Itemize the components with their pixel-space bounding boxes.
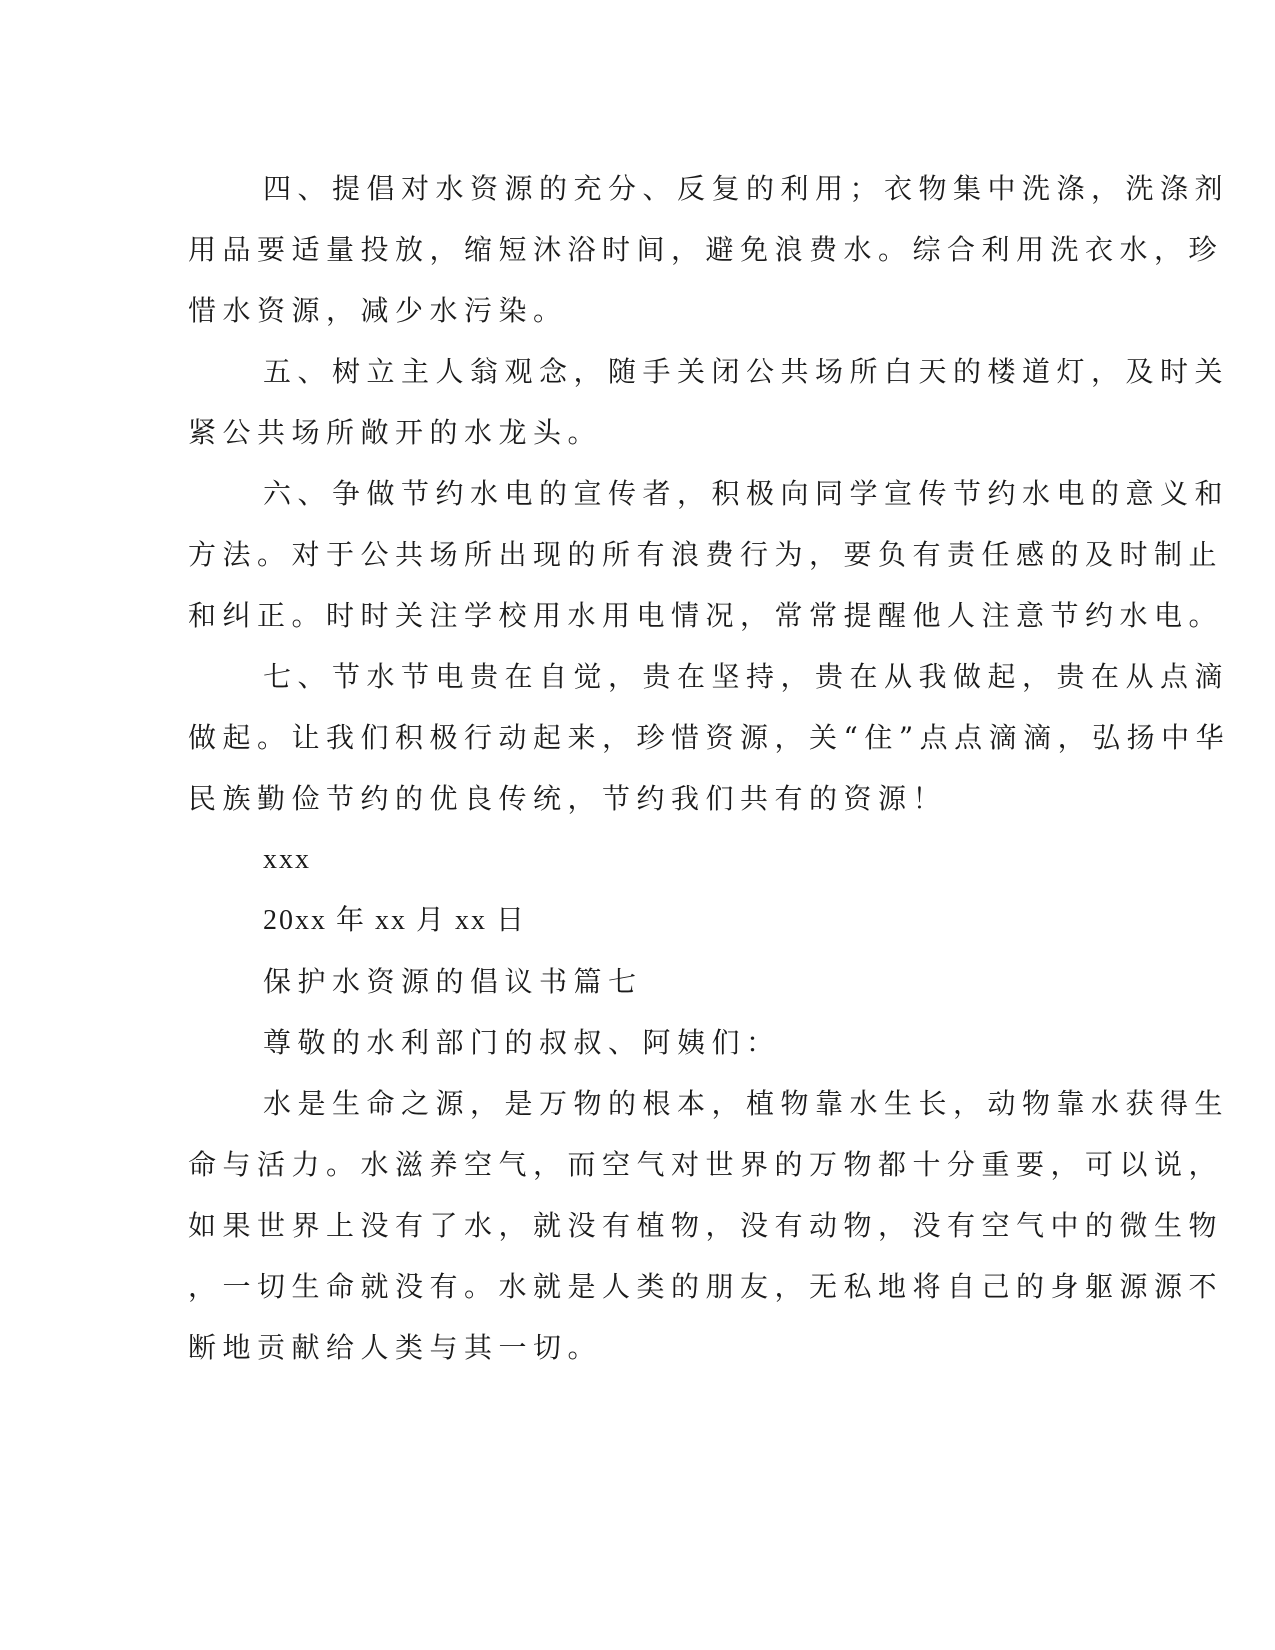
paragraph-line: 断地贡献给人类与其一切。	[188, 1331, 603, 1364]
paragraph-line: 用品要适量投放，缩短沐浴时间，避免浪费水。综合利用洗衣水，珍	[188, 233, 1224, 266]
paragraph-line: ，一切生命就没有。水就是人类的朋友，无私地将自己的身躯源源不	[188, 1270, 1224, 1303]
signature: xxx	[263, 844, 311, 875]
paragraph-line: 水是生命之源，是万物的根本，植物靠水生长，动物靠水获得生	[263, 1087, 1230, 1120]
paragraph-line: 做起。让我们积极行动起来，珍惜资源，关“住”点点滴滴，弘扬中华	[188, 721, 1231, 754]
paragraph-line: 紧公共场所敞开的水龙头。	[188, 416, 603, 449]
paragraph-line: 六、争做节约水电的宣传者，积极向同学宣传节约水电的意义和	[263, 477, 1230, 510]
paragraph-item-4	[188, 158, 1230, 341]
paragraph-line: 方法。对于公共场所出现的所有浪费行为，要负有责任感的及时制止	[188, 538, 1224, 571]
paragraph-line: 惜水资源，减少水污染。	[188, 294, 568, 327]
section-title: 保护水资源的倡议书篇七	[263, 965, 643, 998]
paragraph-line: 如果世界上没有了水，就没有植物，没有动物，没有空气中的微生物	[188, 1209, 1224, 1242]
paragraph-item-5	[188, 341, 1230, 463]
paragraph-line: 民族勤俭节约的优良传统，节约我们共有的资源！	[188, 782, 948, 815]
document-body	[188, 158, 1231, 1378]
paragraph-item-6	[188, 463, 1230, 646]
salutation: 尊敬的水利部门的叔叔、阿姨们：	[263, 1026, 781, 1059]
date-line: 20xx 年 xx 月 xx 日	[263, 905, 527, 936]
paragraph-item-7	[188, 646, 1231, 829]
paragraph-line: 和纠正。时时关注学校用水用电情况，常常提醒他人注意节约水电。	[188, 599, 1224, 632]
paragraph-line: 七、节水节电贵在自觉，贵在坚持，贵在从我做起，贵在从点滴	[263, 660, 1230, 693]
paragraph-line: 五、树立主人翁观念，随手关闭公共场所白天的楼道灯，及时关	[263, 355, 1230, 388]
final-paragraph	[188, 1073, 1230, 1378]
paragraph-line: 命与活力。水滋养空气，而空气对世界的万物都十分重要，可以说，	[188, 1148, 1224, 1181]
paragraph-line: 四、提倡对水资源的充分、反复的利用；衣物集中洗涤，洗涤剂	[263, 172, 1230, 205]
